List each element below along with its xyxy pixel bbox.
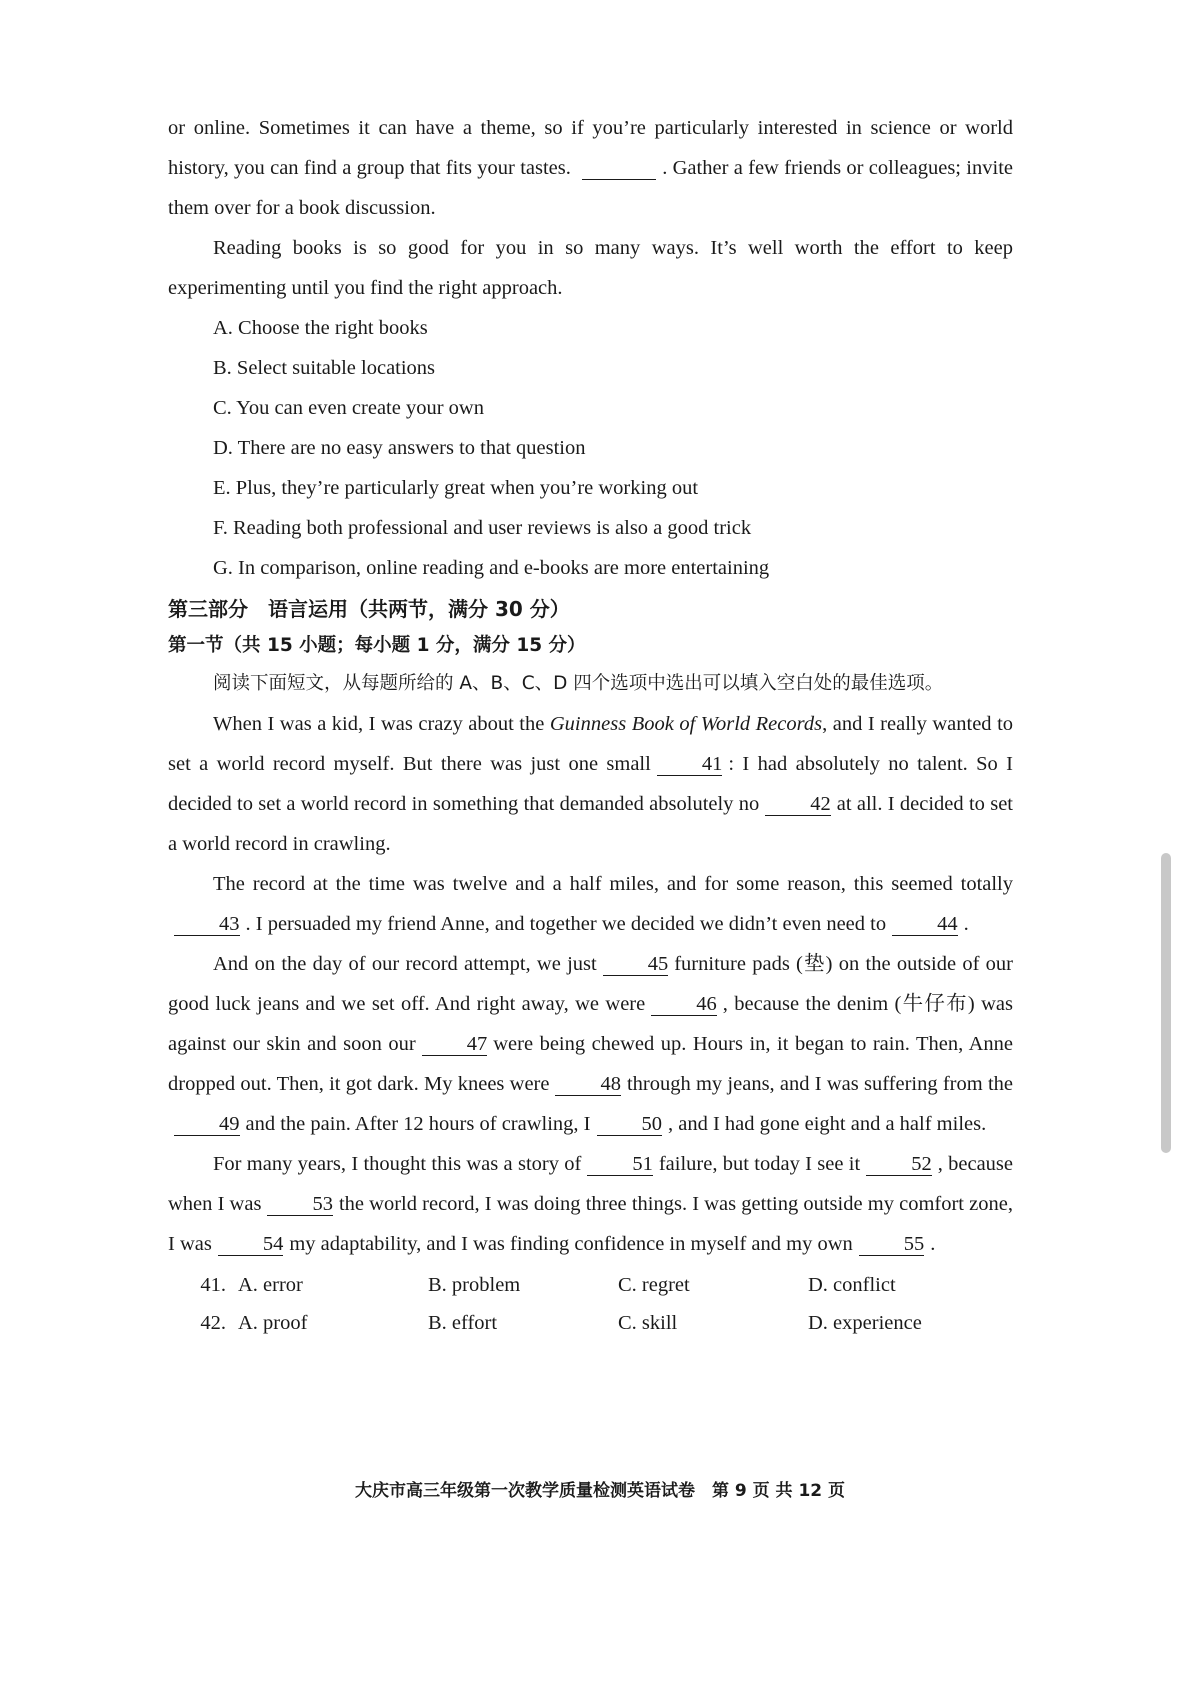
blank-42: 42: [765, 793, 831, 816]
blank-55: 55: [859, 1233, 925, 1256]
text: through my jeans, and I was suffering from the: [626, 1073, 1013, 1095]
text: and the pain. After 12 hours of crawling, I: [245, 1113, 591, 1135]
cloze-paragraph-1: [168, 704, 1013, 864]
question-number: 41.: [200, 1274, 226, 1296]
blank-45: 45: [603, 953, 669, 976]
blank-44: 44: [892, 913, 958, 936]
blank-46: 46: [651, 993, 717, 1016]
text: furniture pads (垫) on the outside of our good luck jeans and we set off. And right away, we were: [168, 953, 1013, 1015]
book-title: Guinness Book of World Records: [549, 713, 823, 735]
question-row: [168, 1266, 1013, 1304]
blank-54: 54: [218, 1233, 284, 1256]
choice-b: B. problem: [428, 1274, 521, 1296]
choice-c: C. regret: [618, 1274, 690, 1296]
blank-43: 43: [174, 913, 240, 936]
text: .: [930, 1233, 936, 1255]
text: were being chewed up. Hours in, it began to rain. Then, Anne dropped out. Then, it got dark. My knees were: [168, 1033, 1013, 1095]
choice-a: A. error: [238, 1274, 303, 1296]
blank-50: 50: [597, 1113, 663, 1136]
text: . I persuaded my friend Anne, and together we decided we didn’t even need to: [245, 913, 887, 935]
question-list: [168, 1266, 1013, 1342]
choice-c: C. skill: [618, 1312, 678, 1334]
text: failure, but today I see it: [658, 1153, 861, 1175]
cloze-paragraph-3: [168, 944, 1013, 1144]
option-g: G. In comparison, online reading and e-books are more entertaining: [213, 557, 770, 579]
text: And on the day of our record attempt, we just: [213, 953, 597, 975]
text: , because the denim (牛仔布) was against our skin and soon our: [168, 993, 1013, 1055]
text: When I was a kid, I was crazy about the: [213, 713, 550, 735]
question-number: 42.: [200, 1312, 226, 1334]
text: : I had absolutely no talent. So I decided to set a world record in something that demanded absolutely no: [168, 753, 1013, 815]
option-c: C. You can even create your own: [213, 397, 484, 419]
text: , and I really wanted to set a world record myself. But there was just one small: [168, 713, 1014, 775]
seven-options-list: [168, 308, 1013, 588]
blank-49: 49: [174, 1113, 240, 1136]
text: at all. I decided to set a world record in crawling.: [168, 793, 1013, 855]
choice-d: D. experience: [808, 1312, 922, 1334]
page-footer: 大庆市高三年级第一次教学质量检测英语试卷 第 9 页 共 12 页: [354, 1481, 846, 1501]
option-a: A. Choose the right books: [213, 317, 428, 339]
option-d: D. There are no easy answers to that question: [213, 437, 586, 459]
answer-blank: [582, 157, 656, 180]
passage-paragraph: Reading books is so good for you in so many ways. It’s well worth the effort to keep experimenting until you find the right approach.: [168, 237, 1013, 299]
question-row: [168, 1304, 1013, 1342]
text: the world record, I was doing three things. I was getting outside my comfort zone, I was: [168, 1193, 1013, 1255]
scrollbar-thumb[interactable]: [1161, 853, 1171, 1153]
cloze-paragraph-2: [168, 864, 1013, 944]
choice-d: D. conflict: [808, 1274, 896, 1296]
exam-page: [168, 108, 1013, 1342]
text: , and I had gone eight and a half miles.: [668, 1113, 987, 1135]
blank-41: 41: [657, 753, 723, 776]
option-f: F. Reading both professional and user reviews is also a good trick: [213, 517, 752, 539]
text: . Gather a few friends or colleagues; invite them over for a book discussion.: [168, 157, 1013, 219]
blank-52: 52: [866, 1153, 932, 1176]
instructions: 阅读下面短文，从每题所给的 A、B、C、D 四个选项中选出可以填入空白处的最佳选项。: [213, 673, 944, 694]
text: .: [963, 913, 969, 935]
part-title: 第一节（共 15 小题；每小题 1 分，满分 15 分）: [168, 635, 586, 656]
text: The record at the time was twelve and a half miles, and for some reason, this seemed totally: [213, 873, 1013, 895]
choice-a: A. proof: [238, 1312, 308, 1334]
cloze-paragraph-4: [168, 1144, 1013, 1264]
section-title: 第三部分 语言运用（共两节，满分 30 分）: [168, 597, 570, 621]
text: , because when I was: [168, 1153, 1013, 1215]
passage-paragraph: [168, 108, 1013, 228]
option-b: B. Select suitable locations: [213, 357, 436, 379]
choice-b: B. effort: [428, 1312, 498, 1334]
text: or online. Sometimes it can have a theme, so if you’re particularly interested in science or world history, you can find a group that fits your tastes.: [168, 117, 1013, 179]
blank-51: 51: [587, 1153, 653, 1176]
text: For many years, I thought this was a story of: [213, 1153, 582, 1175]
blank-48: 48: [555, 1073, 621, 1096]
option-e: E. Plus, they’re particularly great when you’re working out: [213, 477, 699, 499]
text: my adaptability, and I was finding confidence in myself and my own: [289, 1233, 853, 1255]
blank-47: 47: [422, 1033, 488, 1056]
blank-53: 53: [267, 1193, 333, 1216]
